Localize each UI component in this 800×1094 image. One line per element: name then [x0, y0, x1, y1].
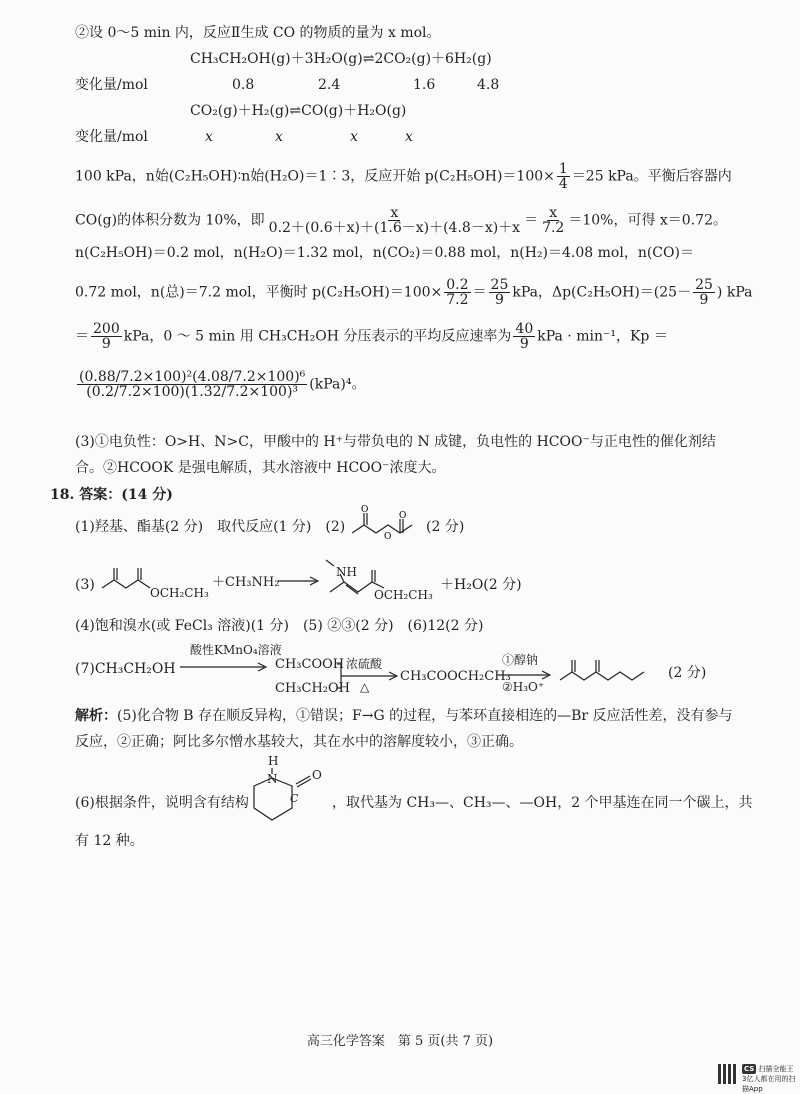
fraction: $\frac{x}{0.2+(0.6+x)+(1.6-x)+(4.8-x)+x}$	[268, 205, 521, 236]
svg-text:O: O	[361, 505, 369, 515]
condition: ①醇钠	[502, 653, 539, 667]
equation-1: CH₃CH₂OH(g)＋3H₂O(g)⇌2CO₂(g)＋6H₂(g)	[190, 51, 492, 67]
fraction: $\frac{1}{4}$	[558, 161, 568, 192]
ester-group: OCH₂CH₃	[150, 586, 209, 600]
ketoester-structure	[98, 562, 158, 596]
text-line: 0.72 mol，n(总)＝7.2 mol，平衡时 p(C₂H₅OH)＝100× $\frac{0.2}{7.2}$ ＝ $\frac{25}{9}$ kPa，Δp(C₂H₅OH)＝(25－ $\frac{25}{9}$ ) kPa	[75, 277, 753, 308]
eq1-value: 0.8	[232, 77, 255, 93]
scanner-logo: CS 扫描全能王 3亿人都在用的扫描App	[742, 1065, 796, 1093]
ring-n: N	[267, 772, 278, 786]
score: ＋H₂O(2 分)	[440, 577, 522, 593]
kp-expression: $\frac{\text{(0.88/7.2×100)²(4.08/7.2×100)⁶}}{\text{(0.2/7.2×100)(1.32/7.2×100)³}}$ (kPa)⁴。	[79, 369, 366, 400]
ester-group: OCH₂CH₃	[374, 588, 433, 602]
eq2-value: x	[405, 129, 413, 145]
text-line: (4)饱和溴水(或 FeCl₃ 溶液)(1 分) (5) ②③(2 分) (6)12(2 分)	[75, 618, 484, 634]
eq1-value: 4.8	[477, 77, 500, 93]
qr-code-icon	[718, 1064, 738, 1084]
fraction: $\frac{25}{9}$	[695, 277, 713, 308]
text-line: (7)CH₃CH₂OH	[75, 661, 176, 677]
text-line: 合。②HCOOK 是强电解质，其水溶液中 HCOO⁻浓度大。	[75, 460, 446, 476]
score: (2 分)	[668, 665, 707, 681]
text-line: 反应，②正确；阿比多尔憎水基较大，其在水中的溶解度较小，③正确。	[75, 734, 523, 750]
fraction: $\frac{0.2}{7.2}$	[446, 277, 469, 308]
change-label: 变化量/mol	[75, 129, 148, 145]
text-line: ②设 0～5 min 内，反应Ⅱ生成 CO 的物质的量为 x mol。	[75, 25, 441, 41]
fraction: $\frac{25}{9}$	[490, 277, 509, 308]
condition: 酸性KMnO₄溶液	[190, 643, 282, 657]
product-structure	[556, 654, 656, 686]
svg-text:O: O	[384, 532, 392, 539]
eq2-value: x	[205, 129, 213, 145]
eq1-value: 2.4	[318, 77, 341, 93]
text-line: 解析：(5)化合物 B 存在顺反异构，①错误；F→G 的过程，与苯环直接相连的—Br 反应活性差，没有参与	[75, 708, 733, 724]
reaction-arrow	[278, 576, 320, 586]
ethyl-acetate: CH₃COOCH₂CH₃	[400, 669, 511, 684]
ring-o: O	[312, 768, 322, 782]
text-line: (3)①电负性：O>H、N>C，甲酸中的 H⁺与带负电的 N 成键，负电性的 HCOO⁻与正电性的催化剂结	[75, 434, 716, 450]
anhydride-structure	[348, 505, 424, 539]
nh-group: NH	[336, 565, 357, 579]
change-label: 变化量/mol	[75, 77, 148, 93]
page-footer: 高三化学答案 第 5 页(共 7 页)	[306, 1034, 494, 1049]
score: (2 分)	[426, 519, 465, 535]
ring-h: H	[268, 754, 279, 768]
lactam-ring-structure	[248, 750, 332, 826]
equation-2: CO₂(g)＋H₂(g)⇌CO(g)＋H₂O(g)	[190, 103, 407, 119]
fraction: $\frac{40}{9}$	[515, 321, 534, 352]
condition: 浓硫酸	[346, 657, 383, 671]
reaction-arrow	[180, 662, 270, 672]
acetic-acid: CH₃COOH	[275, 657, 345, 672]
text-line: ＝ $\frac{200}{9}$ kPa，0 ～ 5 min 用 CH₃CH₂OH 分压表示的平均反应速率为 $\frac{40}{9}$ kPa · min⁻¹，Kp ＝	[75, 321, 668, 352]
svg-text:O: O	[399, 511, 407, 521]
eq2-value: x	[350, 129, 358, 145]
condition: ②H₃O⁺	[502, 680, 545, 694]
fraction: $\frac{\text{(0.88/7.2×100)²(4.08/7.2×100)⁶}}{\text{(0.2/7.2×100)(1.32/7.2×100)³}}$	[79, 369, 306, 400]
condition: △	[360, 680, 370, 694]
eq1-value: 1.6	[413, 77, 436, 93]
text-line: 有 12 种。	[75, 833, 144, 849]
text-line: ，取代基为 CH₃—、CH₃—、—OH，2 个甲基连在同一个碳上，共	[332, 795, 753, 811]
ring-c: C	[290, 792, 299, 805]
eq2-value: x	[275, 129, 283, 145]
text-line: (3)	[75, 577, 95, 593]
ethanol: CH₃CH₂OH	[275, 681, 350, 696]
fraction: $\frac{200}{9}$	[93, 321, 120, 352]
reagent: ＋CH₃NH₂	[212, 575, 280, 590]
text-line: 100 kPa，n始(C₂H₅OH)∶n始(H₂O)＝1∶3，反应开始 p(C₂H₅OH)＝100× $\frac{1}{4}$ ＝25 kPa。平衡后容器内	[75, 161, 732, 192]
text-line: CO(g)的体积分数为 10%，即 $\frac{x}{0.2+(0.6+x)+(1.6-x)+(4.8-x)+x}$ ＝ $\frac{x}{7.2}$ ＝10%，可得 x＝0.72。	[75, 205, 727, 236]
fraction: $\frac{x}{7.2}$	[542, 205, 565, 236]
text-line: (1)羟基、酯基(2 分) 取代反应(1 分) (2)	[75, 519, 346, 535]
text-line: (6)根据条件，说明含有结构	[75, 795, 249, 811]
text-line: n(C₂H₅OH)＝0.2 mol，n(H₂O)＝1.32 mol，n(CO₂)＝0.88 mol，n(H₂)＝4.08 mol，n(CO)＝	[75, 245, 694, 261]
question-heading: 18. 答案：(14 分)	[50, 487, 173, 503]
